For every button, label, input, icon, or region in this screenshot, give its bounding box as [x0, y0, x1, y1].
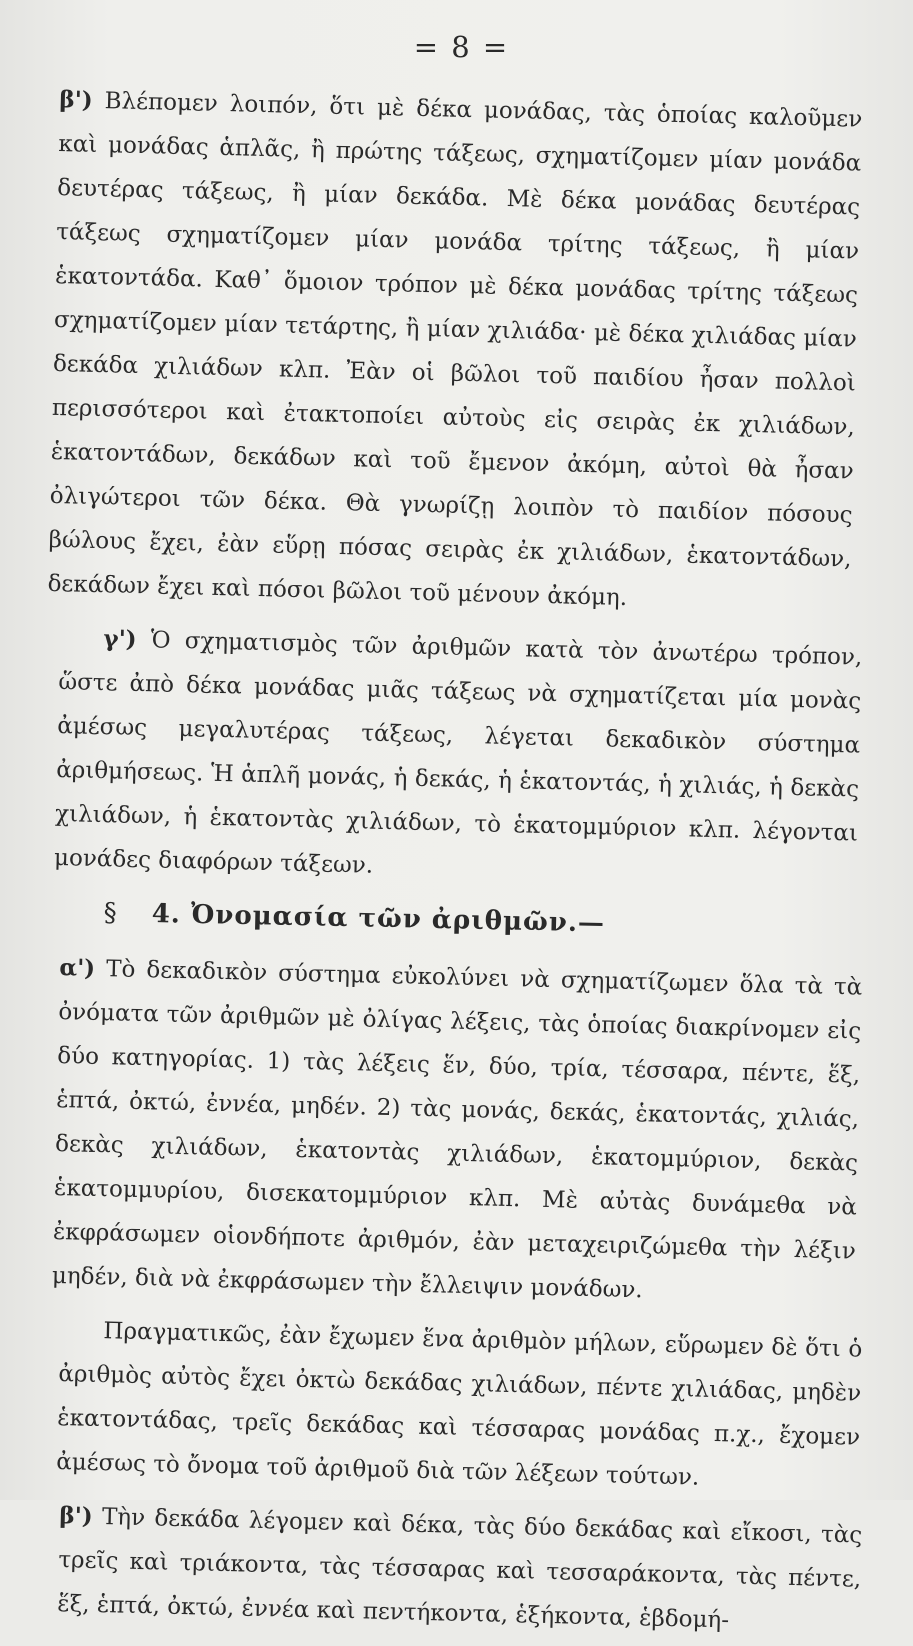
paragraph-label: γ'): [103, 625, 137, 653]
paragraph-alpha: [51, 946, 862, 1318]
paragraph-text: Τὴν δεκάδα λέγομεν καὶ δέκα, τὰς δύο δεκάδας καὶ εἴκοσι, τὰς τρεῖς καὶ τριάκοντα, τὰς τέσσαρας καὶ τεσσαράκοντα, τὰς πέντε, ἕξ, ἑπτά, ὀκτώ, ἐννέα καὶ πεντήκοντα, ἑξήκοντα, ἑβδομή-: [56, 1504, 863, 1634]
paragraph-beta-2: [57, 1494, 863, 1646]
paragraph-label: β'): [59, 1501, 93, 1530]
paragraph-example: [56, 1308, 863, 1504]
paragraph-label: α'): [59, 953, 96, 982]
paragraph-text: Ὁ σχηματισμὸς τῶν ἀριθμῶν κατὰ τὸν ἀνωτέρω τρόπον, ὥστε ἀπὸ δέκα μονάδας μιᾶς τάξεως νὰ σχηματίζεται μία μονὰς ἀμέσως μεγαλυτέρας τάξεως, λέγεται δεκαδικὸν σύστημα ἀριθμήσεως. Ἡ ἁπλῆ μονάς, ἡ δεκάς, ἡ ἑκατοντάς, ἡ χιλιάς, ἡ δεκὰς χιλιάδων, ἡ ἑκατοντὰς χιλιάδων, τὸ ἑκατομμύριον κλπ. λέγονται μονάδες διαφόρων τάξεων.: [53, 627, 863, 879]
paragraph-gamma: [54, 616, 863, 900]
paragraph-text: Πραγματικῶς, ἐὰν ἔχωμεν ἕνα ἀριθμὸν μήλων, εὕρωμεν δὲ ὅτι ὁ ἀριθμὸς αὐτὸς ἔχει ὀκτὼ δεκάδας χιλιάδων, πέντε χιλιάδας, μηδὲν ἑκατοντάδας, τρεῖς δεκάδας καὶ τέσσαρας μονάδας π.χ., ἔχομεν ἀμέσως τὸ ὄνομα τοῦ ἀριθμοῦ διὰ τῶν λέξεων τούτων.: [55, 1318, 863, 1491]
section-symbol: §: [103, 898, 118, 929]
section-heading: [103, 898, 862, 944]
page-number: = 8 =: [413, 30, 510, 64]
section-title: 4. Ὀνομασία τῶν ἀριθμῶν.—: [151, 899, 606, 939]
paragraph-beta: [47, 78, 863, 625]
paragraph-text: Βλέπομεν λοιπόν, ὅτι μὲ δέκα μονάδας, τὰς ὁποίας καλοῦμεν καὶ μονάδας ἁπλᾶς, ἢ πρώτης τάξεως, σχηματίζομεν μίαν μονάδα δευτέρας τάξεως, ἢ μίαν δεκάδα. Μὲ δέκα μονάδας δευτέρας τάξεως σχηματίζομεν μίαν μονάδα τρίτης τάξεως, ἢ μίαν ἑκατοντάδα. Καθ᾿ ὅμοιον τρόπον μὲ δέκα μονάδας τρίτης τάξεως σχηματίζομεν μίαν τετάρτης, ἢ μίαν χιλιάδα· μὲ δέκα χιλιάδας μίαν δεκάδα χιλιάδων κλπ. Ἐὰν οἱ βῶλοι τοῦ παιδίου ἦσαν πολλοὶ περισσότεροι καὶ ἐτακτοποίει αὐτοὺς εἰς σειρὰς ἐκ χιλιάδων, ἑκατοντάδων, δεκάδων καὶ τοῦ ἔμενον ἀκόμη, αὐτοὶ θὰ ἦσαν ὀλιγώτεροι τῶν δέκα. Θὰ γνωρίζῃ λοιπὸν τὸ παιδίον πόσους βώλους ἔχει, ἐὰν εὕρῃ πόσας σειρὰς ἐκ χιλιάδων, ἑκατοντάδων, δεκάδων ἔχει καὶ πόσοι βῶλοι τοῦ μένουν ἀκόμη.: [47, 88, 863, 612]
paragraph-label: β'): [59, 85, 93, 114]
paragraph-text: Τὸ δεκαδικὸν σύστημα εὐκολύνει νὰ σχηματίζωμεν ὅλα τὰ τὰ ὀνόματα τῶν ἀριθμῶν μὲ ὀλίγας λέξεις, τὰς ὁποίας διακρίνομεν εἰς δύο κατηγορίας. 1) τὰς λέξεις ἕν, δύο, τρία, τέσσαρα, πέντε, ἕξ, ἑπτά, ὀκτώ, ἐννέα, μηδέν. 2) τὰς μονάς, δεκάς, ἑκατοντάς, χιλιάς, δεκὰς χιλιάδων, ἑκατοντὰς χιλιάδων, ἑκατομμύριον, δεκὰς ἑκατομμυρίου, δισεκατομμύριον κλπ. Μὲ αὐτὰς δυνάμεθα νὰ ἐκφράσωμεν οἱονδήποτε ἀριθμόν, ἐὰν μεταχειριζώμεθα τὴν λέξιν μηδέν, διὰ νὰ ἐκφράσωμεν τὴν ἔλλειψιν μονάδων.: [51, 956, 863, 1304]
